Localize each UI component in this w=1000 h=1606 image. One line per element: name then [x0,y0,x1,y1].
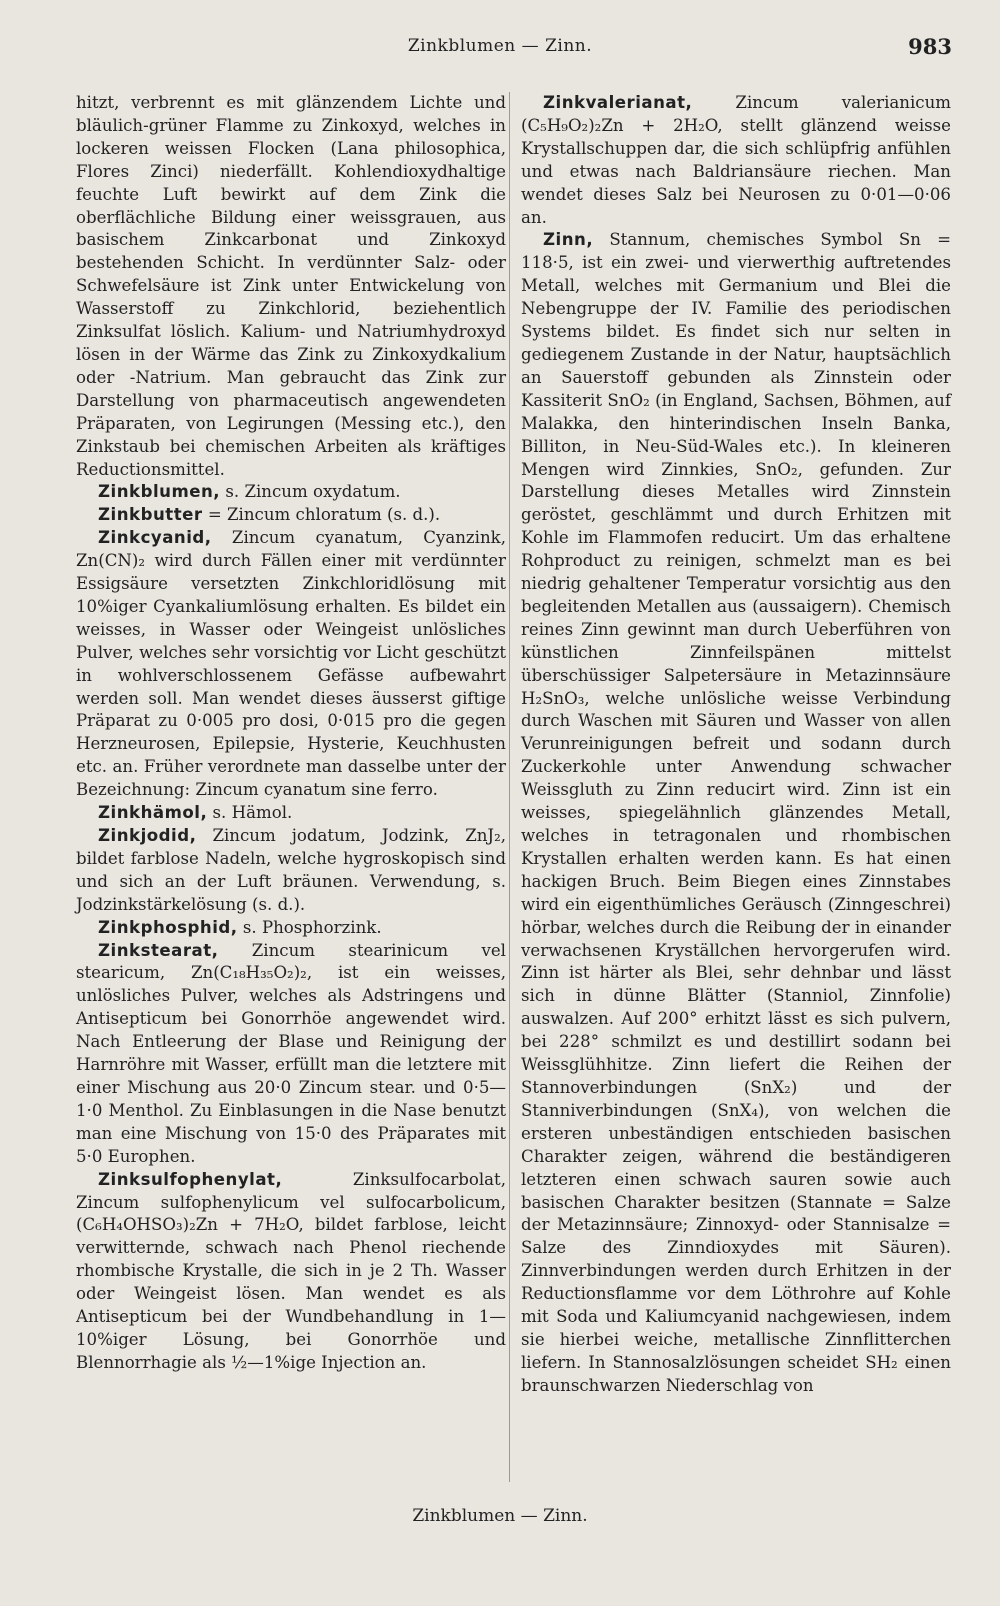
right-column [521,92,951,1398]
headword: Zinkphosphid, [98,917,238,937]
entry-zinkhaemol [76,802,506,825]
page-number: 983 [908,34,952,59]
entry-zinkjodid [76,825,506,917]
headword: Zinkjodid, [98,826,197,845]
entry-zinkvalerianat [521,92,951,229]
entry-zinn [521,229,951,1397]
entry-zinkblumen [76,481,506,504]
entry-zinkbutter [76,504,506,527]
entry-text: = Zincum chloratum (s. d.). [202,505,441,525]
headword: Zinkvalerianat, [543,93,693,112]
headword: Zinn, [543,230,594,250]
footer-running-title: Zinkblumen — Zinn. [412,1506,588,1526]
entry-text: Stannum, chemisches Symbol Sn = 118·5, ist ein zwei- und vierwerthig auftretendes Metall, welches mit Germanium und Blei die Nebengruppe der IV. Familie des periodischen Systems bildet. Es findet sich nur selten in gediegenem Zustande in der Natur, hauptsächlich an Sauerstoff gebunden als Zinnstein oder Kassiterit SnO₂ (in England, Sachsen, Böhmen, auf Malakka, den hinterindischen Inseln Banka, Billiton, in Neu-Süd-Wales etc.). In kleineren Mengen wird Zinnkies, SnO₂, gefunden. Zur Darstellung dieses Metalles wird Zinnstein geröstet, geschlämmt und durch Erhitzen mit Kohle im Flammofen reducirt. Um das erhaltene Rohproduct zu reinigen, schmelzt man es bei niedrig gehaltener Temperatur vorsichtig aus den begleitenden Metallen aus (aussaigern). Chemisch reines Zinn gewinnt man durch Ueberführen von künstlichen Zinnfeilspänen mittelst überschüssiger Salpetersäure in Metazinnsäure H₂SnO₃, welche unlösliche weisse Verbindung durch Waschen mit Säuren und Wasser von allen Verunreinigungen befreit und sodann durch Zuckerkohle unter Anwendung schwacher Weissgluth zu Zinn reducirt wird. Zinn ist ein weisses, spiegelähnlich glänzendes Metall, welches in tetragonalen und rhombischen Krystallen erhalten werden kann. Es hat einen hackigen Bruch. Beim Biegen eines Zinnstabes wird ein eigenthümliches Geräusch (Zinngeschrei) hörbar, welches durch die Reibung der in einander verwachsenen Kryställchen hervorgerufen wird. Zinn ist härter als Blei, sehr dehnbar und lässt sich in dünne Blätter (Stanniol, Zinnfolie) auswalzen. Auf 200° erhitzt lässt es sich pulvern, bei 228° schmilzt es und destillirt sodann bei Weissglühhitze. Zinn liefert die Reihen der Stannoverbindungen (SnX₂) und der Stanniverbindungen (SnX₄), von welchen die ersteren unbeständigen entschieden basischen Charakter zeigen, während die beständigeren letzteren einen schwach sauren sowie auch basischen Charakter besitzen (Stannate = Salze der Metazinnsäure; Zinnoxyd- oder Stannisalze = Salze des Zinndioxydes mit Säuren). Zinnverbindungen werden durch Erhitzen in der Reductionsflamme vor dem Löthrohre auf Kohle mit Soda und Kaliumcyanid nachgewiesen, indem sie hierbei weiche, metallische Zinnflitterchen liefern. In Stannosalzlösungen scheidet SH₂ einen braunschwarzen Niederschlag von [521,230,951,1395]
entry-zinkstearat [76,940,506,1169]
running-head: Zinkblumen — Zinn. [407,36,593,56]
entry-text: Zinksulfocarbolat, Zincum sulfophenylicum vel sulfocarbolicum, (C₆H₄OHSO₃)₂Zn + 7H₂O, bildet farblose, leicht verwitternde, schwach nach Phenol riechende rhombische Krystalle, die sich in je 2 Th. Wasser oder Weingeist lösen. Man wendet es als Antisepticum bei der Wundbehandlung in 1—10%iger Lösung, bei Gonorrhöe und Blennorrhagie als ½—1%ige Injection an. [76,1169,506,1372]
entry-zinkphosphid [76,917,506,940]
continued-paragraph: hitzt, verbrennt es mit glänzendem Lichte und bläulich-grüner Flamme zu Zinkoxyd, welches in lockeren weissen Flocken (Lana philosophica, Flores Zinci) niederfällt. Kohlendioxydhaltige feuchte Luft bewirkt auf dem Zink die oberflächliche Bildung einer weissgrauen, aus basischem Zinkcarbonat und Zinkoxyd bestehenden Schicht. In verdünnter Salz- oder Schwefelsäure ist Zink unter Entwickelung von Wasserstoff zu Zinkchlorid, beziehentlich Zinksulfat löslich. Kalium- und Natriumhydroxyd lösen in der Wärme das Zink zu Zinkoxydkalium oder -Natrium. Man gebraucht das Zink zur Darstellung von pharmaceutisch angewendeten Präparaten, von Legirungen (Messing etc.), den Zinkstaub bei chemischen Arbeiten als kräftiges Reductionsmittel. [76,93,506,479]
entry-text: Zincum valerianicum (C₅H₉O₂)₂Zn + 2H₂O, stellt glänzend weisse Krystallschuppen dar, die sich schlüpfrig anfühlen und etwas nach Baldriansäure riechen. Man wendet dieses Salz bei Neurosen zu 0·01—0·06 an. [521,93,951,227]
entry-text: s. Zincum oxydatum. [220,482,401,502]
headword: Zinksulfophenylat, [98,1169,283,1189]
entry-text: s. Phosphorzink. [237,917,382,937]
headword: Zinkblumen, [98,482,221,502]
headword: Zinkstearat, [98,940,219,960]
entry-zinkcyanid [76,527,506,802]
entry-text: Zincum stearinicum vel stearicum, Zn(C₁₈H₃₅O₂)₂, ist ein weisses, unlösliches Pulver, welches als Adstringens und Antisepticum bei Gonorrhöe angewendet wird. Nach Entleerung der Blase und Reinigung der Harnröhre mit Wasser, erfüllt man die letztere mit einer Mischung aus 20·0 Zincum stear. und 0·5—1·0 Menthol. Zu Einblasungen in die Nase benutzt man eine Mischung von 15·0 des Präparates mit 5·0 Europhen. [76,940,506,1166]
column-divider [509,92,510,1482]
entry-text: Zincum jodatum, Jodzink, ZnJ₂, bildet farblose Nadeln, welche hygroskopisch sind und sich an der Luft bräunen. Verwendung, s. Jodzinkstärkelösung (s. d.). [76,826,506,914]
headword: Zinkbutter [98,505,203,525]
headword: Zinkhämol, [98,803,208,823]
left-column [76,92,506,1375]
entry-text: Zincum cyanatum, Cyanzink, Zn(CN)₂ wird durch Fällen einer mit verdünnter Essigsäure versetzten Zinkchloridlösung mit 10%iger Cyankaliumlösung erhalten. Es bildet ein weisses, in Wasser oder Weingeist unlösliches Pulver, welches sehr vorsichtig vor Licht geschützt in wohlverschlossenem Gefässe aufbewahrt werden soll. Man wendet dieses äusserst giftige Präparat zu 0·005 pro dosi, 0·015 pro die gegen Herzneurosen, Epilepsie, Hysterie, Keuchhusten etc. an. Früher verordnete man dasselbe unter der Bezeichnung: Zincum cyanatum sine ferro. [76,528,506,800]
headword: Zinkcyanid, [98,528,212,548]
entry-zinksulfophenylat [76,1169,506,1375]
entry-text: s. Hämol. [207,803,293,823]
